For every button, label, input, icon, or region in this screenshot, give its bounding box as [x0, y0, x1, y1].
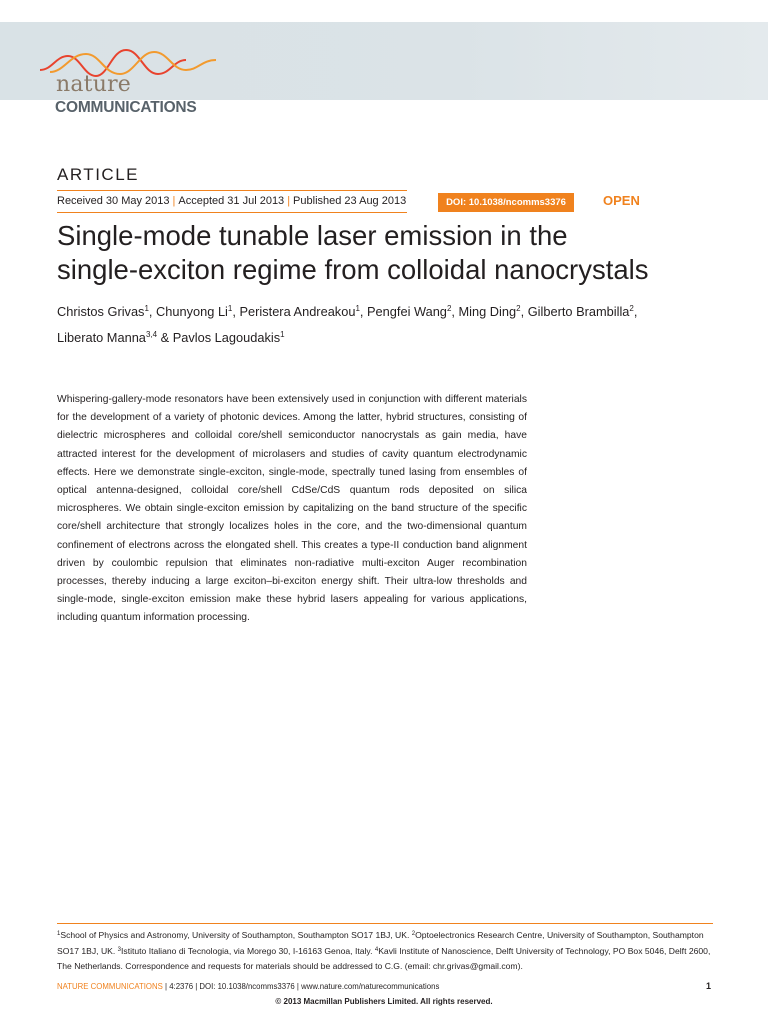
dates-top-rule [57, 190, 407, 191]
author-name: Gilberto Brambilla [527, 304, 630, 319]
affiliation-text: Optoelectronics Research Centre, University of Southampton, Southampton SO17 1BJ, UK. [57, 930, 704, 956]
author-name: Ming Ding [458, 304, 517, 319]
affiliations-footnote [57, 927, 713, 974]
logo-communications-text: COMMUNICATIONS [55, 99, 197, 116]
affiliation-mark: 1 [57, 931, 61, 937]
affiliation-mark: 4 [374, 947, 379, 953]
author-name: Chunyong Li [156, 304, 228, 319]
affiliation-mark: 3 [117, 947, 122, 953]
title-line: single-exciton regime from colloidal nanocrystals [57, 254, 649, 285]
author-separator: , [520, 304, 528, 319]
author-separator: , [232, 304, 240, 319]
author-list [57, 297, 717, 349]
author-separator: , [451, 304, 459, 319]
author-name: Peristera Andreakou [239, 304, 356, 319]
page-footer [57, 982, 439, 991]
affiliation-text: Kavli Institute of Nanoscience, Delft University of Technology, PO Box 5046, Delft 2600, The Netherlands. Correspondence and requests for materials should be addressed to C.G. (email: chr.grivas@gmail.com). [57, 946, 711, 971]
dates-bottom-rule [57, 212, 407, 213]
author-name: Pavlos Lagoudakis [172, 330, 281, 345]
author-separator: , [359, 304, 368, 319]
abstract-paragraph: Whispering-gallery-mode resonators have been extensively used in conjunction with different materials for the development of a variety of photonic devices. Among the latter, hybrid structures, consisting of dielectric microspheres and colloidal core/shell semiconductor nanocrystals as gain media, have attracted interest for the development of microlasers and studies of cavity quantum electrodynamic effects. Here we demonstrate single-exciton, single-mode, spectrally tuned lasing from ensembles of optical antenna-designed, colloidal core/shell CdSe/CdS quantum rods deposited on silica microspheres. We obtain single-exciton emission by capitalizing on the band structure of the specific core/shell architecture that strongly localizes holes in the core, and the two-dimensional quantum confinement of electrons across the elongated shell. This creates a type-II conduction band alignment driven by coulombic repulsion that eliminates non-radiative multi-exciton Auger recombination processes, thereby inducing a large exciton–bi-exciton energy shift. Their ultra-low thresholds and single-mode, single-exciton emission make these hybrid lasers appealing for various applications, including quantum information processing. [57, 394, 527, 624]
affiliation-mark: 2 [411, 931, 416, 937]
author-affiliation-mark: 1 [355, 304, 360, 313]
journal-header-band [0, 22, 768, 116]
affiliation-text: Istituto Italiano di Tecnologia, via Morego 30, I-16163 Genoa, Italy. [121, 946, 375, 956]
footer-citation: | 4:2376 | DOI: 10.1038/ncomms3376 | www.nature.com/naturecommunications [162, 982, 440, 991]
author-separator: & [157, 330, 173, 345]
date-separator: | [287, 195, 291, 207]
copyright-notice: © 2013 Macmillan Publishers Limited. All rights reserved. [275, 997, 493, 1006]
publication-dates [57, 195, 406, 207]
affiliations-rule [57, 923, 713, 924]
affiliation-text: School of Physics and Astronomy, University of Southampton, Southampton SO17 1BJ, UK. [60, 930, 412, 940]
author-separator: , [633, 304, 638, 319]
author-affiliation-mark: 1 [144, 304, 149, 313]
author-name: Pengfei Wang [367, 304, 447, 319]
title-line: Single-mode tunable laser emission in the [57, 220, 568, 251]
logo-nature-text: nature [56, 72, 132, 97]
author-affiliation-mark: 2 [446, 304, 452, 313]
author-affiliation-mark: 1 [227, 304, 233, 313]
received-date: Received 30 May 2013 [57, 195, 170, 207]
open-access-label: OPEN [603, 193, 640, 208]
published-date: Published 23 Aug 2013 [293, 195, 407, 207]
article-type-label: ARTICLE [57, 165, 139, 184]
author-affiliation-mark: 3,4 [145, 330, 158, 339]
author-separator: , [148, 304, 157, 319]
author-affiliation-mark: 2 [516, 304, 521, 313]
author-affiliation-mark: 1 [280, 330, 285, 339]
author-name: Christos Grivas [57, 304, 145, 319]
page-number: 1 [706, 981, 712, 991]
footer-journal-name: NATURE COMMUNICATIONS [57, 982, 163, 991]
article-title [57, 219, 737, 287]
author-affiliation-mark: 2 [629, 304, 634, 313]
accepted-date: Accepted 31 Jul 2013 [178, 195, 285, 207]
author-name: Liberato Manna [57, 330, 146, 345]
doi-badge[interactable]: DOI: 10.1038/ncomms3376 [438, 193, 574, 212]
date-separator: | [172, 195, 176, 207]
